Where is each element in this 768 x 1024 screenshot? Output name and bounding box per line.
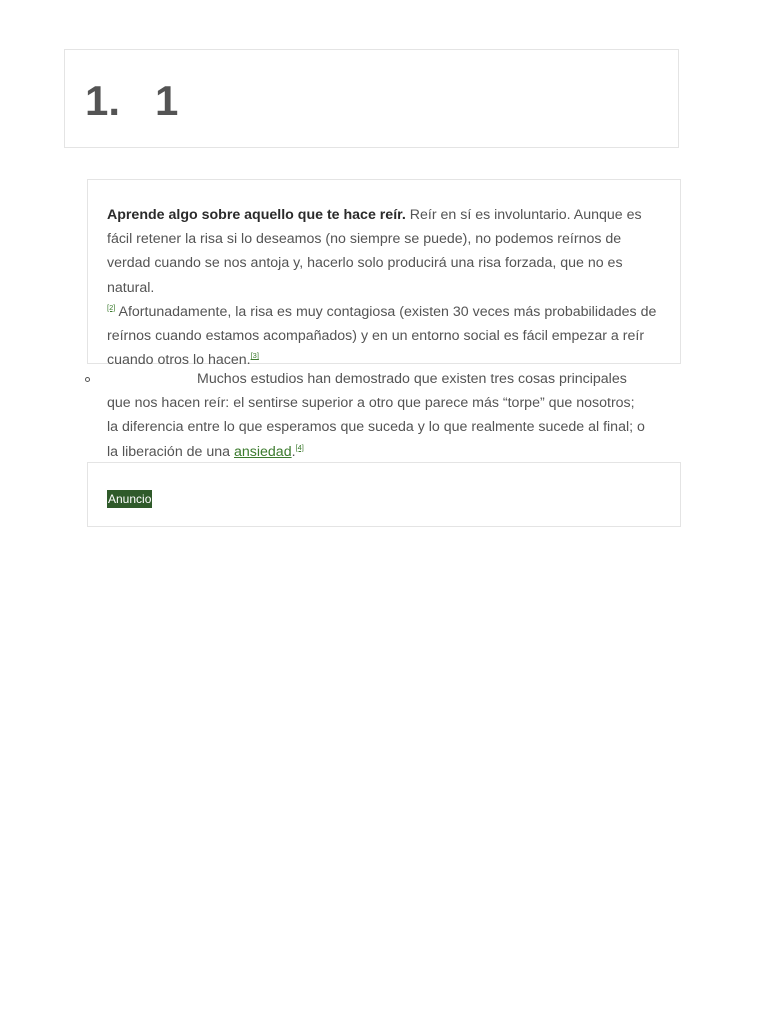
step-header-card	[64, 49, 679, 148]
step-content-card	[87, 179, 681, 369]
ad-card	[87, 462, 681, 527]
citation-3-link[interactable]: [3]	[250, 351, 259, 361]
ad-label: Anuncio	[108, 492, 152, 506]
bullet-text-after-link: .	[291, 443, 296, 460]
citation-2-link[interactable]: [2]	[107, 302, 116, 312]
step-number: 1. 1	[85, 77, 179, 124]
citation-4	[296, 443, 304, 452]
step-text-part-1: Reír en sí es involuntario. Aunque es fácil retener la risa si lo deseamos (no siempre se puede), no podemos reírnos de verdad cuando se nos antoja y, hacerlo solo producirá una risa forzada, que no es natural.	[107, 207, 642, 296]
step-text	[107, 203, 663, 372]
step-text-part-2: Afortunadamente, la risa es muy contagiosa (existen 30 veces más probabilidades de reírnos cuando estamos acompañados) y en un entorno social es fácil empezar a reír cuando otros lo hacen.	[107, 303, 657, 369]
citation-3	[251, 351, 259, 360]
ansiedad-link[interactable]: ansiedad	[234, 443, 292, 460]
bullet-circle-icon	[85, 377, 90, 382]
citation-4-link[interactable]: [4]	[295, 442, 304, 452]
bullet-text	[107, 367, 647, 464]
bullet-text-before-link: Muchos estudios han demostrado que existen tres cosas principales que nos hacen reír: el sentirse superior a otro que parece más “torpe” que nosotros; la diferencia entre lo que esperamos que suceda y lo que realmente sucede al final; o la liberación de una	[107, 371, 645, 460]
step-bold-intro: Aprende algo sobre aquello que te hace reír.	[107, 207, 406, 223]
